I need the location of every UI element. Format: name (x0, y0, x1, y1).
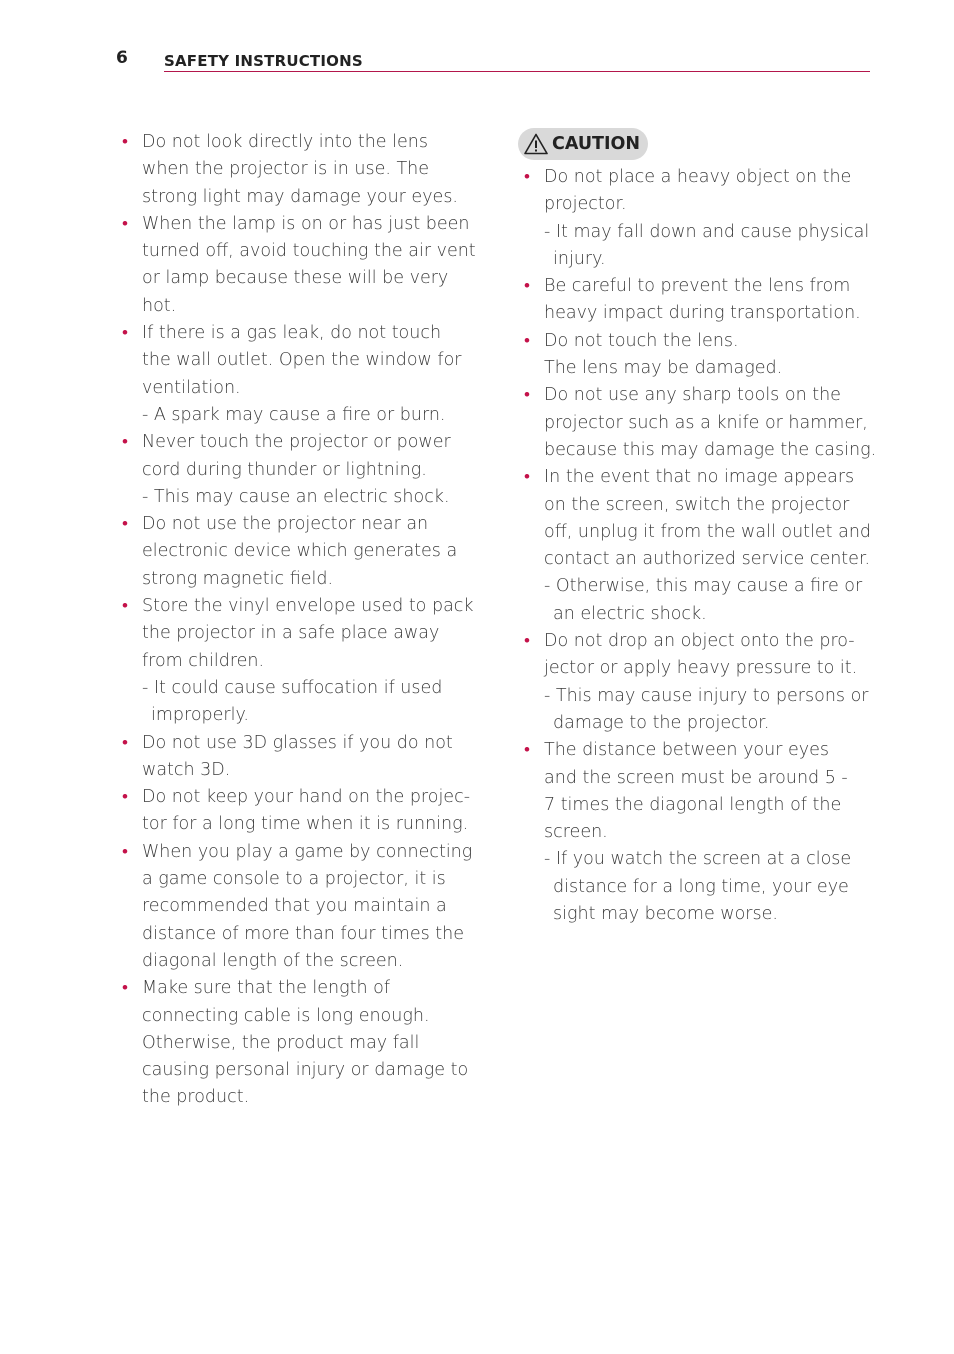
left-item-line: causing personal injury or damage to (142, 1060, 469, 1081)
bullet-icon: • (122, 213, 128, 234)
left-item (120, 975, 470, 1111)
bullet-icon: • (524, 276, 530, 297)
left-item-line: the projector in a safe place away (142, 623, 440, 644)
left-item (120, 730, 470, 785)
left-item-line: or lamp because these will be very (142, 268, 449, 289)
right-item-line: In the event that no image appears (544, 467, 855, 488)
left-item-line: turned off, avoid touching the air vent (142, 241, 476, 262)
left-item-line: - A spark may cause a fire or burn. (142, 404, 446, 425)
left-item-line: from children. (142, 650, 265, 671)
right-item-line: heavy impact during transportation. (544, 303, 861, 324)
left-item-line: strong magnetic field. (142, 568, 334, 589)
left-item-line: distance of more than four times the (142, 923, 465, 944)
left-item-line: Do not use the projector near an (142, 514, 429, 535)
left-item-line: the product. (142, 1087, 250, 1108)
section-title: SAFETY INSTRUCTIONS (164, 52, 363, 70)
right-item-line: - It may fall down and cause physical (544, 221, 870, 242)
left-item-line: watch 3D. (142, 759, 231, 780)
bullet-icon: • (122, 323, 128, 344)
right-item (522, 628, 872, 737)
left-item (120, 593, 474, 729)
left-item-line: when the projector is in use. The (142, 159, 430, 180)
left-item-line: When the lamp is on or has just been (142, 213, 470, 234)
right-item-line: sight may become worse. (553, 904, 778, 925)
right-item-line: projector. (544, 194, 627, 215)
left-item-line: recommended that you maintain a (142, 896, 447, 917)
right-item (522, 164, 872, 273)
left-item-line: the wall outlet. Open the window for (142, 350, 462, 371)
bullet-icon: • (524, 167, 530, 187)
left-item-line: Do not look directly into the lens (142, 132, 428, 152)
left-item (120, 429, 470, 511)
bullet-icon: • (122, 787, 128, 808)
left-item-line: Never touch the projector or power (142, 432, 451, 453)
left-column-list (120, 129, 476, 1112)
bullet-icon: • (122, 978, 128, 999)
left-item-line: electronic device which generates a (142, 541, 458, 562)
bullet-icon: • (524, 467, 530, 488)
left-item-line: improperly. (151, 705, 249, 726)
bullet-icon: • (524, 330, 530, 351)
left-item-line: Store the vinyl envelope used to pack (142, 596, 474, 617)
caution-badge (518, 128, 648, 160)
right-item-line: - This may cause injury to persons or (544, 685, 869, 706)
bullet-icon: • (122, 514, 128, 535)
bullet-icon: • (122, 841, 128, 862)
right-item (522, 737, 872, 928)
header-rule (164, 71, 870, 72)
left-item-line: Make sure that the length of (142, 978, 390, 999)
right-item-line: screen. (544, 822, 608, 843)
caution-label: CAUTION (552, 134, 641, 154)
right-item-line: injury. (553, 248, 606, 269)
left-item-line: Otherwise, the product may fall (142, 1032, 420, 1053)
left-item-line: strong light may damage your eyes. (142, 186, 458, 207)
right-item-line: Be careful to prevent the lens from (544, 276, 851, 297)
warning-triangle-icon (524, 133, 548, 155)
right-item-line: contact an authorized service center. (544, 549, 871, 570)
bullet-icon: • (122, 132, 128, 152)
right-column-list (522, 164, 877, 928)
left-item-line: When you play a game by connecting (142, 841, 473, 862)
left-item-line: Do not keep your hand on the projec- (142, 787, 471, 808)
right-item-line: Do not touch the lens. (544, 330, 739, 351)
left-item-line: diagonal length of the screen. (142, 950, 404, 971)
left-item (120, 129, 470, 211)
right-item-line: projector such as a knife or hammer, (544, 412, 868, 433)
right-item-line: off, unplug it from the wall outlet and (544, 521, 872, 542)
right-item-line: distance for a long time, your eye (553, 876, 849, 897)
left-item-line: a game console to a projector, it is (142, 869, 446, 890)
left-item-line: Do not use 3D glasses if you do not (142, 732, 453, 753)
right-item (522, 382, 877, 464)
right-item-line: because this may damage the casing. (544, 439, 877, 460)
page-number: 6 (116, 48, 128, 68)
left-item-line: - It could cause suffocation if used (142, 677, 443, 698)
right-item-line: Do not drop an object onto the pro- (544, 631, 855, 652)
bullet-icon: • (122, 732, 128, 753)
right-item-line: Do not place a heavy object on the (544, 167, 852, 187)
bullet-icon: • (524, 631, 530, 652)
left-item (120, 784, 470, 839)
left-item (120, 320, 470, 429)
left-item (120, 511, 470, 593)
right-item-line: - Otherwise, this may cause a fire or (544, 576, 863, 597)
right-item-line: - If you watch the screen at a close (544, 849, 852, 870)
left-item-line: ventilation. (142, 377, 241, 398)
left-item (120, 839, 473, 975)
left-item-line: If there is a gas leak, do not touch (142, 323, 442, 344)
left-item-line: connecting cable is long enough. (142, 1005, 430, 1026)
right-item (522, 464, 872, 628)
right-item-line: on the screen, switch the projector (544, 494, 850, 515)
right-item-line: jector or apply heavy pressure to it. (544, 658, 858, 679)
bullet-icon: • (524, 385, 530, 406)
right-item-line: damage to the projector. (553, 712, 770, 733)
right-item-line: an electric shock. (553, 603, 707, 624)
right-item (522, 328, 872, 383)
bullet-icon: • (524, 740, 530, 761)
right-item (522, 273, 872, 328)
bullet-icon: • (122, 432, 128, 453)
right-item-line: 7 times the diagonal length of the (544, 794, 842, 815)
right-item-line: The lens may be damaged. (544, 358, 783, 379)
right-item-line: Do not use any sharp tools on the (544, 385, 841, 406)
left-item-line: tor for a long time when it is running. (142, 814, 469, 835)
left-item-line: cord during thunder or lightning. (142, 459, 427, 480)
left-item (120, 211, 476, 320)
bullet-icon: • (122, 596, 128, 617)
right-item-line: The distance between your eyes (544, 740, 829, 761)
left-item-line: hot. (142, 295, 177, 316)
left-item-line: - This may cause an electric shock. (142, 486, 450, 507)
right-item-line: and the screen must be around 5 - (544, 767, 848, 788)
